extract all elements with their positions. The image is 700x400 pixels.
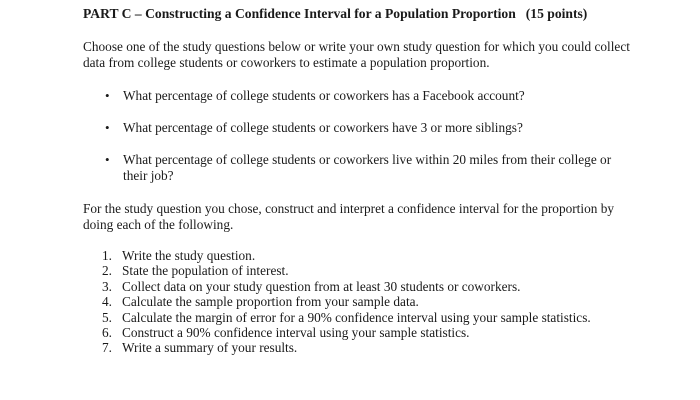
- step-text: Write a summary of your results.: [122, 340, 298, 356]
- section-heading: [83, 6, 587, 22]
- list-item: [102, 279, 642, 294]
- list-item: [105, 152, 625, 184]
- bullet-text: What percentage of college students or coworkers live within 20 miles from their college or their job?: [123, 152, 612, 183]
- step-number: 2.: [102, 263, 112, 279]
- bullet-icon: •: [105, 152, 110, 167]
- step-text: Collect data on your study question from at least 30 students or coworkers.: [122, 278, 521, 294]
- step-number: 6.: [102, 325, 112, 341]
- bullet-icon: •: [105, 88, 110, 103]
- list-item: [102, 340, 642, 355]
- bullet-text: What percentage of college students or coworkers has a Facebook account?: [123, 88, 525, 103]
- list-item: [102, 325, 642, 340]
- step-text: Calculate the margin of error for a 90% confidence interval using your sample statistics.: [122, 309, 591, 325]
- list-item: [105, 120, 625, 136]
- step-text: Write the study question.: [122, 248, 256, 263]
- step-number: 7.: [102, 340, 112, 356]
- list-item: [102, 263, 642, 278]
- study-question-list: [105, 88, 625, 184]
- heading-points: (15 points): [525, 6, 588, 21]
- step-number: 3.: [102, 278, 112, 294]
- step-text: State the population of interest.: [122, 263, 289, 279]
- bullet-icon: •: [105, 120, 110, 135]
- bullet-text: What percentage of college students or coworkers have 3 or more siblings?: [123, 120, 523, 135]
- list-item: [102, 248, 642, 263]
- steps-list: [102, 248, 642, 356]
- step-text: Construct a 90% confidence interval using your sample statistics.: [122, 325, 470, 341]
- list-item: [102, 310, 642, 325]
- step-text: Calculate the sample proportion from your sample data.: [122, 294, 419, 310]
- intro-paragraph: Choose one of the study questions below or write your own study question for which you could collect data from college students or coworkers to estimate a population proportion.: [83, 39, 630, 70]
- list-item: [102, 294, 642, 309]
- step-number: 5.: [102, 309, 112, 325]
- list-item: [105, 88, 625, 104]
- step-number: 4.: [102, 294, 112, 310]
- followup-paragraph: For the study question you chose, construct and interpret a confidence interval for the proportion by doing each of the following.: [83, 201, 614, 232]
- step-number: 1.: [102, 248, 112, 263]
- heading-title: PART C – Constructing a Confidence Interval for a Population Proportion: [83, 6, 516, 21]
